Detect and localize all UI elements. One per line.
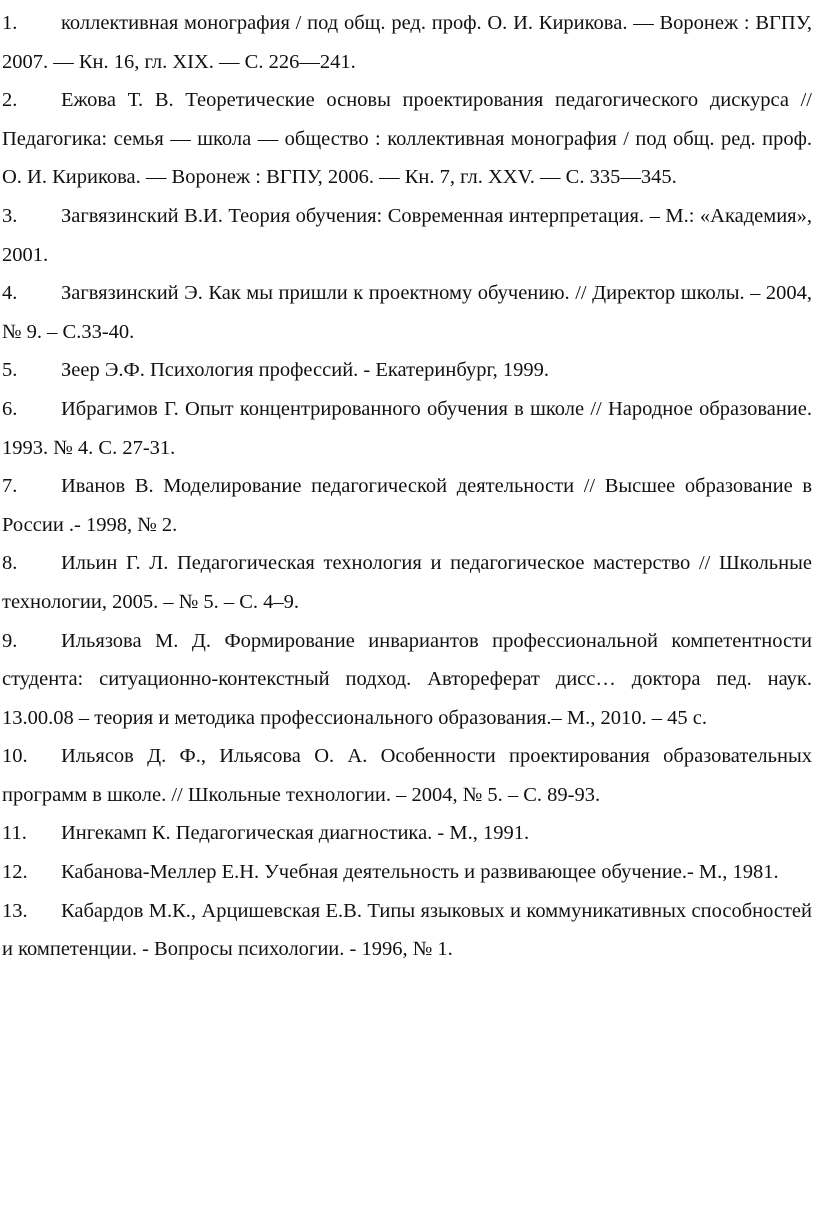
reference-item-12 — [2, 853, 812, 892]
reference-item-1 — [2, 4, 812, 81]
reference-item-2 — [2, 81, 812, 197]
reference-text: Кабардов М.К., Арцишевская Е.В. Типы языковых и коммуникативных способностей и компетенции. - Вопросы психологии. - 1996, № 1. — [2, 899, 812, 961]
reference-number: 11. — [2, 822, 27, 845]
reference-number: 3. — [2, 204, 18, 227]
reference-text: Иванов В. Моделирование педагогической деятельности // Высшее образование в России .- 1998, № 2. — [2, 475, 812, 536]
reference-text: Ингекамп К. Педагогическая диагностика. - М., 1991. — [61, 822, 530, 845]
reference-text: Зеер Э.Ф. Психология профессий. - Екатеринбург, 1999. — [61, 359, 549, 382]
reference-number: 8. — [2, 552, 18, 575]
reference-number: 4. — [2, 282, 18, 305]
reference-number: 13. — [2, 899, 28, 922]
reference-text: Ильин Г. Л. Педагогическая технология и педагогическое мастерство // Школьные технологии, 2005. – № 5. – С. 4–9. — [2, 552, 812, 613]
reference-item-5 — [2, 351, 812, 390]
reference-item-4 — [2, 274, 812, 351]
reference-text: Ежова Т. В. Теоретические основы проектирования педагогического дискурса // Педагогика: семья — школа — общество : коллективная монография / под общ. ред. проф. О. И. Кирикова. — Воронеж : ВГПУ, 2006. — Кн. 7, гл. XXV. — С. 335—345. — [2, 89, 812, 189]
reference-item-6 — [2, 390, 812, 467]
reference-item-3 — [2, 197, 812, 274]
reference-text: Кабанова-Меллер Е.Н. Учебная деятельность и развивающее обучение.- М., 1981. — [61, 861, 779, 884]
reference-number: 7. — [2, 475, 18, 498]
reference-number: 10. — [2, 745, 28, 768]
reference-list — [2, 4, 812, 969]
reference-number: 9. — [2, 629, 18, 652]
reference-item-13 — [2, 892, 812, 969]
reference-item-11 — [2, 814, 812, 853]
reference-number: 1. — [2, 12, 18, 34]
reference-number: 2. — [2, 89, 18, 112]
reference-text: Ильязова М. Д. Формирование инвариантов профессиональной компетентности студента: ситуационно-контекстный подход. Автореферат дисс… доктора пед. наук. 13.00.08 – теория и методика профессионального образования.– М., 2010. – 45 с. — [2, 629, 812, 729]
reference-text: Загвязинский В.И. Теория обучения: Современная интерпретация. – М.: «Академия», 2001. — [2, 204, 812, 266]
reference-text: коллективная монография / под общ. ред. проф. О. И. Кирикова. — Воронеж : ВГПУ, 2007. — Кн. 16, гл. XIX. — С. 226—241. — [2, 12, 812, 73]
reference-number: 12. — [2, 861, 28, 884]
reference-item-8 — [2, 544, 812, 621]
reference-number: 5. — [2, 359, 18, 382]
reference-item-7 — [2, 467, 812, 544]
reference-text: Ибрагимов Г. Опыт концентрированного обучения в школе // Народное образование. 1993. № 4. С. 27-31. — [2, 397, 812, 459]
reference-item-10 — [2, 737, 812, 814]
reference-item-9 — [2, 622, 812, 738]
reference-text: Ильясов Д. Ф., Ильясова О. А. Особенности проектирования образовательных программ в школе. // Школьные технологии. – 2004, № 5. – С. 89-93. — [2, 745, 812, 806]
reference-text: Загвязинский Э. Как мы пришли к проектному обучению. // Директор школы. – 2004, № 9. – С.33-40. — [2, 282, 812, 343]
reference-number: 6. — [2, 397, 18, 420]
